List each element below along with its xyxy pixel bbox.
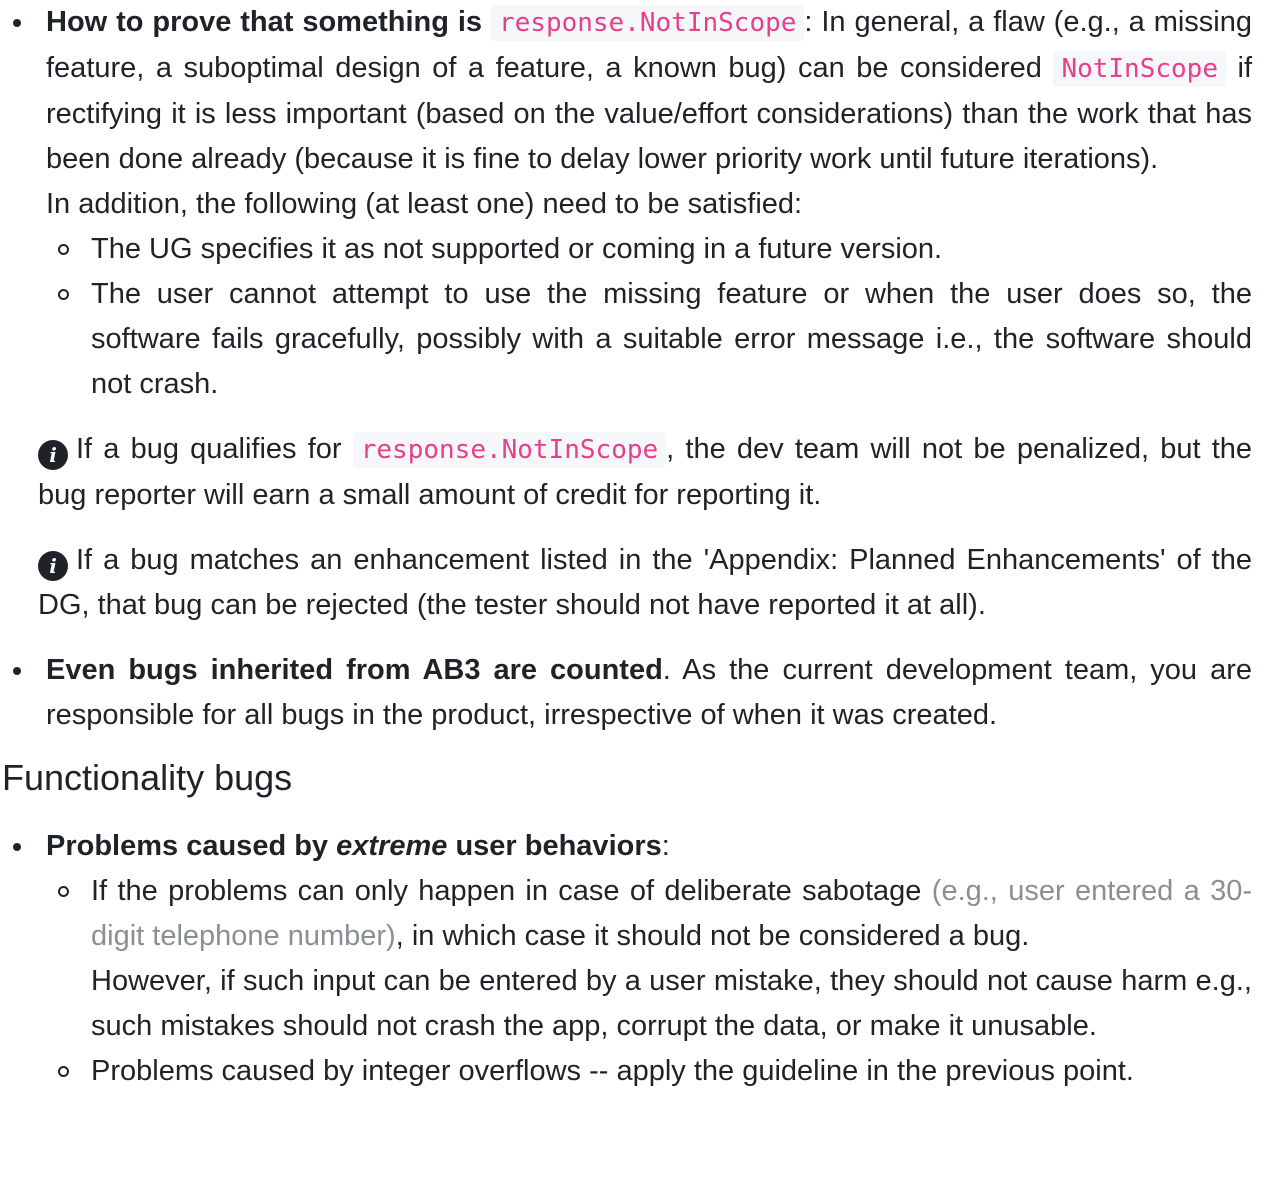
- integer-overflow-item: Problems caused by integer overflows -- apply the guideline in the previous point.: [46, 1049, 1252, 1094]
- sabotage-text-b: , in which case it should not be considered a bug.: [395, 920, 1030, 952]
- sabotage-text-a: If the problems can only happen in case of deliberate sabotage: [91, 875, 922, 907]
- note1-text-b: , the dev team will not be penalized, but the bug reporter will earn a small amount of credit for reporting it.: [38, 433, 1253, 511]
- notinscope-text-b: if rectifying it is less important (based on the value/effort considerations) than the work that has been done already (because it is fine to delay lower priority work until future iterations).: [46, 52, 1253, 175]
- extreme-bold-b: user behaviors: [455, 830, 662, 862]
- ab3-list-item: [0, 648, 1252, 738]
- sabotage-text-c: However, if such input can be entered by a user mistake, they should not cause harm e.g., such mistakes should not crash the app, corrupt the data, or make it unusable.: [91, 965, 1252, 1042]
- info-note-planned-enhancements: [38, 538, 1252, 628]
- notinscope-list-item: [0, 0, 1252, 407]
- extreme-behaviors-item: [0, 824, 1252, 1094]
- sabotage-paragraph: [91, 869, 1252, 959]
- info-circle-icon: i: [38, 440, 68, 470]
- extreme-bold-italic: extreme: [336, 830, 448, 862]
- condition-item: The UG specifies it as not supported or coming in a future version.: [46, 227, 1252, 272]
- note1-text-a: If a bug qualifies for: [76, 433, 342, 465]
- extreme-colon: :: [661, 830, 670, 862]
- notinscope-text-a: : In general, a flaw (e.g., a missing feature, a suboptimal design of a feature, a known bug) can be considered: [46, 6, 1253, 84]
- note1-code: response.NotInScope: [353, 432, 666, 468]
- sabotage-item: [46, 869, 1252, 1049]
- addition-text: In addition, the following (at least one) need to be satisfied:: [46, 188, 803, 220]
- conditions-list: [46, 227, 1252, 407]
- functionality-list: [0, 824, 1280, 1094]
- guideline-list-ab3: [0, 648, 1280, 738]
- ab3-text: . As the current development team, you are responsible for all bugs in the product, irrespective of when it was created.: [46, 654, 1252, 731]
- extreme-bold-a: Problems caused by: [46, 830, 329, 862]
- note2-text: If a bug matches an enhancement listed in the 'Appendix: Planned Enhancements' of the DG, that bug can be rejected (the tester should not have reported it at all).: [38, 544, 1252, 621]
- extreme-sublist: [46, 869, 1252, 1094]
- info-circle-icon: i: [38, 551, 68, 581]
- condition-item: The user cannot attempt to use the missing feature or when the user does so, the software fails gracefully, possibly with a suitable error message i.e., the software should not crash.: [46, 272, 1252, 407]
- info-note-notinscope: [38, 427, 1252, 518]
- notinscope-heading: How to prove that something is: [46, 6, 483, 38]
- sabotage-example: (e.g., user entered a 30-digit telephone number): [91, 875, 1252, 952]
- notinscope-code-short: NotInScope: [1053, 51, 1226, 87]
- functionality-bugs-heading: Functionality bugs: [2, 757, 293, 798]
- notinscope-code: response.NotInScope: [491, 5, 804, 41]
- ab3-bold: Even bugs inherited from AB3 are counted: [46, 654, 663, 686]
- guideline-list-top: [0, 0, 1280, 407]
